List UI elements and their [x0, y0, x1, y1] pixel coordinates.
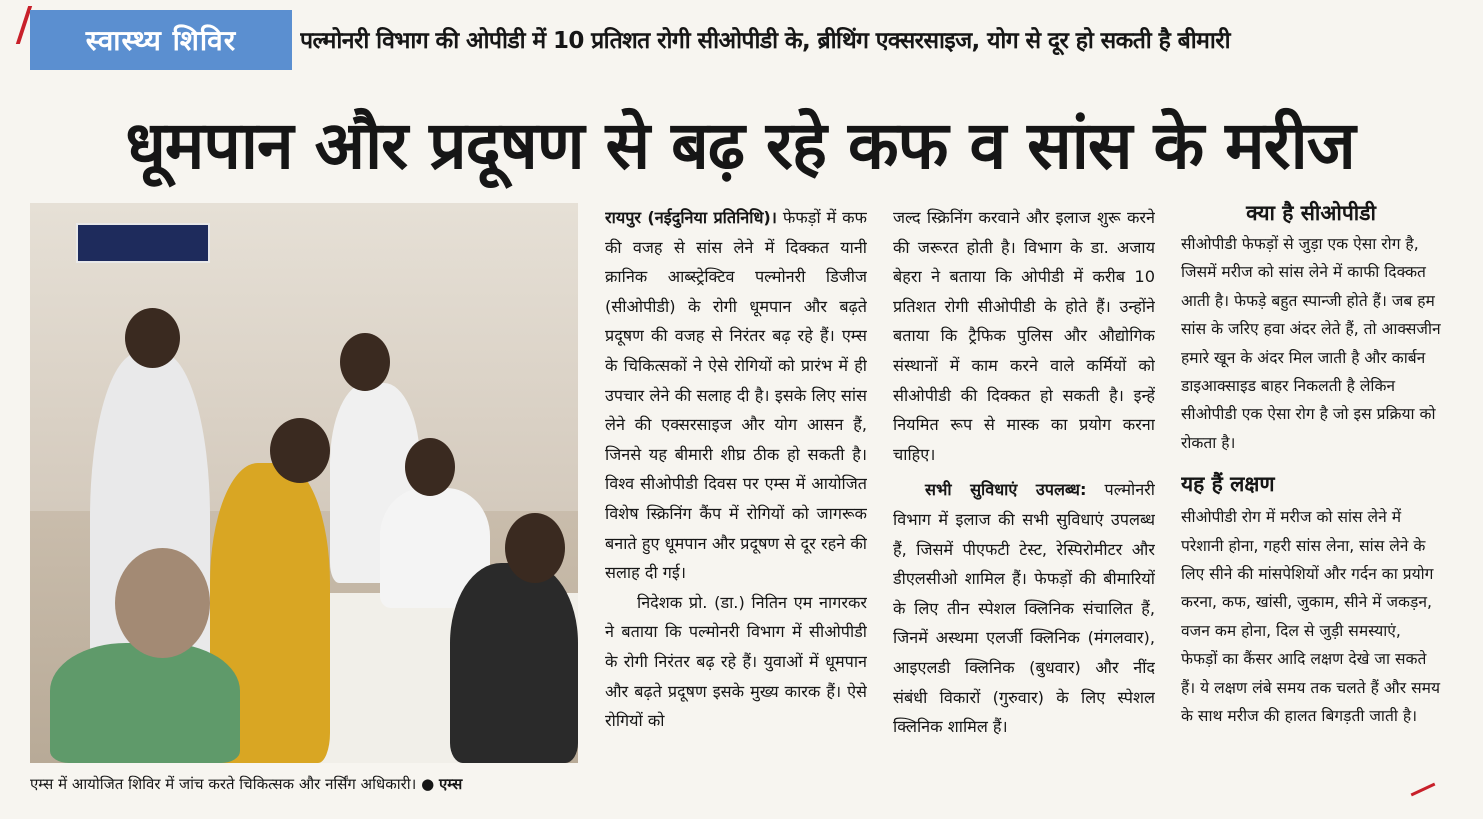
caption-text: एम्स में आयोजित शिविर में जांच करते चिकित्सक और नर्सिंग अधिकारी।: [30, 775, 417, 793]
symptoms-text: सीओपीडी रोग में मरीज को सांस लेने में परेशानी होना, गहरी सांस लेना, सांस लेने के लिए सीने की मांसपेशियों और गर्दन का प्रयोग करना, कफ, खांसी, जुकाम, सीने में जकड़न, वजन कम होना, दिल से जुड़ी समस्याएं, फेफड़ों का कैंसर आदि लक्षण देखे जा सकते हैं। ये लक्षण लंबे समय तक चलते हैं और समय के साथ मरीज की हालत बिगड़ती जाती है।: [1181, 508, 1441, 726]
symptoms-title: यह हैं लक्षण: [1181, 472, 1275, 497]
header-bar: [0, 0, 1483, 80]
photo-head: [505, 513, 565, 583]
photo-head: [125, 308, 180, 368]
photo-person: [50, 643, 240, 763]
kicker-line: पल्मोनरी विभाग की ओपीडी में 10 प्रतिशत रोगी सीओपीडी के, ब्रीथिंग एक्सरसाइज, योग से दूर हो सकती है बीमारी: [300, 28, 1230, 54]
photo-head: [405, 438, 455, 496]
photo-head: [340, 333, 390, 391]
photo-head: [115, 548, 210, 658]
news-photo: [30, 203, 578, 763]
article-para-4: पल्मोनरी विभाग में इलाज की सभी सुविधाएं उपलब्ध हैं, जिसमें पीएफटी टेस्ट, रेस्पिरोमीटर और डीएलसीओ शामिल हैं। फेफड़ों की बीमारियों के लिए तीन स्पेशल क्लिनिक संचालित हैं, जिनमें अस्थमा एलर्जी क्लिनिक (मंगलवार), आइएलडी क्लिनिक (बुधवार) और नींद संबंधी विकारों (गुरुवार) के लिए स्पेशल क्लिनिक शामिल हैं।: [893, 480, 1155, 737]
article-subhead: सभी सुविधाएं उपलब्ध:: [925, 480, 1087, 500]
article-para-3: जल्द स्क्रिनिंग करवाने और इलाज शुरू करने की जरूरत होती है। विभाग के डा. अजाय बेहरा ने बताया कि ओपीडी में करीब 10 प्रतिशत रोगी सीओपीडी के होते हैं। उन्होंने बताया कि ट्रैफिक पुलिस और औद्योगिक संस्थानों में काम करने वाले कर्मियों को सीओपीडी की दिक्कत हो सकती है। इन्हें नियमित रूप से मास्क का प्रयोग करना चाहिए।: [893, 208, 1155, 464]
sidebar-text: सीओपीडी फेफड़ों से जुड़ा एक ऐसा रोग है, जिसमें मरीज को सांस लेने में काफी दिक्कत आती है। फेफड़े बहुत स्पान्जी होते हैं। जब हम सांस के जरिए हवा अंदर लेते हैं, तो आक्सजीन हमारे खून के अंदर मिल जाती है और कार्बन डाइआक्साइड बाहर निकलती है लेकिन सीओपीडी एक ऐसा रोग है जो इस प्रक्रिया को रोकता है।: [1181, 235, 1441, 452]
article-para-1: फेफड़ों में कफ की वजह से सांस लेने में दिक्कत यानी क्रानिक आब्स्ट्रेक्टिव पल्मोनरी डिजीज (सीओपीडी) के रोगी धूमपान और बढ़ते प्रदूषण की वजह से निरंतर बढ़ रहे हैं। एम्स के चिकित्सकों ने ऐसे रोगियों को प्रारंभ में ही उपचार लेने की सलाह दी है। इसके लिए सांस लेने की एक्सरसाइज और योग आसन हैं, जिनसे यह बीमारी शीघ्र ठीक हो सकती है। विश्व सीओपीडी दिवस पर एम्स में आयोजित विशेष स्क्रिनिंग कैंप में रोगियों को जागरूक बनाते हुए धूमपान और प्रदूषण से दूर रहने की सलाह दी गई।: [605, 208, 867, 583]
sidebar-box: [1181, 196, 1441, 806]
article-para-2: निदेशक प्रो. (डा.) नितिन एम नागरकर ने बताया कि पल्मोनरी विभाग में सीओपीडी के रोगी निरंतर बढ़ रहे हैं। युवाओं में धूमपान और बढ़ते प्रदूषण इसके मुख्य कारक हैं। ऐसे रोगियों को: [605, 592, 867, 731]
dateline: रायपुर (नईदुनिया प्रतिनिधि)।: [605, 208, 777, 227]
headline: धूमपान और प्रदूषण से बढ़ रहे कफ व सांस के मरीज: [125, 107, 1355, 184]
photo-head: [270, 418, 330, 483]
photo-caption: [30, 768, 578, 800]
photo-person: [450, 563, 578, 763]
section-tag: स्वास्थ्य शिविर: [30, 10, 292, 70]
sidebar-title: क्या है सीओपीडी: [1246, 201, 1376, 225]
photo-credit: एम्स: [438, 775, 463, 793]
photo-sign: [76, 223, 210, 263]
camera-icon: ●: [421, 775, 435, 793]
article-column-1: [605, 203, 867, 803]
article-column-2: [893, 203, 1155, 803]
